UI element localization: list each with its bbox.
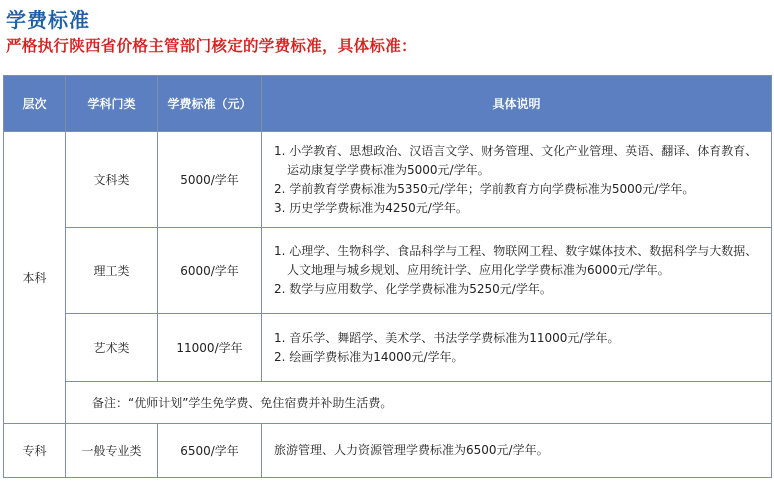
description-cell — [262, 228, 772, 314]
header-category: 学科门类 — [66, 76, 158, 132]
fee-cell: 6500/学年 — [158, 424, 262, 478]
table-row — [4, 228, 772, 314]
description-item: 2. 数学与应用数学、化学学费标准为5250元/学年。 — [274, 282, 552, 296]
description-item: 1. 心理学、生物科学、食品科学与工程、物联网工程、数字媒体技术、数据科学与大数据、人文地理与城乡规划、应用统计学、应用化学学费标准为6000元/学年。 — [274, 244, 758, 277]
level-cell: 专科 — [4, 424, 66, 478]
description-item: 1. 音乐学、舞蹈学、美术学、书法学学费标准为11000元/学年。 — [274, 330, 620, 345]
description-cell — [262, 132, 772, 228]
page-title: 学费标准 — [6, 8, 90, 32]
description-item: 2. 学前教育学费标准为5350元/学年；学前教育方向学费标准为5000元/学年。 — [274, 181, 695, 196]
header-level: 层次 — [4, 76, 66, 132]
description-item: 1. 小学教育、思想政治、汉语言文学、财务管理、文化产业管理、英语、翻译、体育教育、运动康复学学费标准为5000元/学年。 — [274, 143, 758, 177]
table-row — [4, 424, 772, 478]
table-row — [4, 132, 772, 228]
fee-cell: 6000/学年 — [158, 228, 262, 314]
header-fee: 学费标准（元） — [158, 76, 262, 132]
description-cell: 旅游管理、人力资源管理学费标准为6500元/学年。 — [262, 424, 772, 478]
category-cell: 理工类 — [66, 228, 158, 314]
level-cell: 本科 — [4, 132, 66, 424]
category-cell: 艺术类 — [66, 314, 158, 382]
fee-table — [3, 75, 772, 478]
category-cell: 文科类 — [66, 132, 158, 228]
description-item: 3. 历史学学费标准为4250元/学年。 — [274, 200, 468, 215]
note-cell: 备注：“优师计划”学生免学费、免住宿费并补助生活费。 — [66, 382, 772, 424]
fee-cell: 5000/学年 — [158, 132, 262, 228]
table-row — [4, 314, 772, 382]
note-row — [4, 382, 772, 424]
page-subtitle: 严格执行陕西省价格主管部门核定的学费标准，具体标准： — [6, 37, 417, 55]
table-header-row — [4, 76, 772, 132]
category-cell: 一般专业类 — [66, 424, 158, 478]
header-description: 具体说明 — [262, 76, 772, 132]
fee-cell: 11000/学年 — [158, 314, 262, 382]
description-item: 2. 绘画学费标准为14000元/学年。 — [274, 349, 464, 364]
description-cell — [262, 314, 772, 382]
